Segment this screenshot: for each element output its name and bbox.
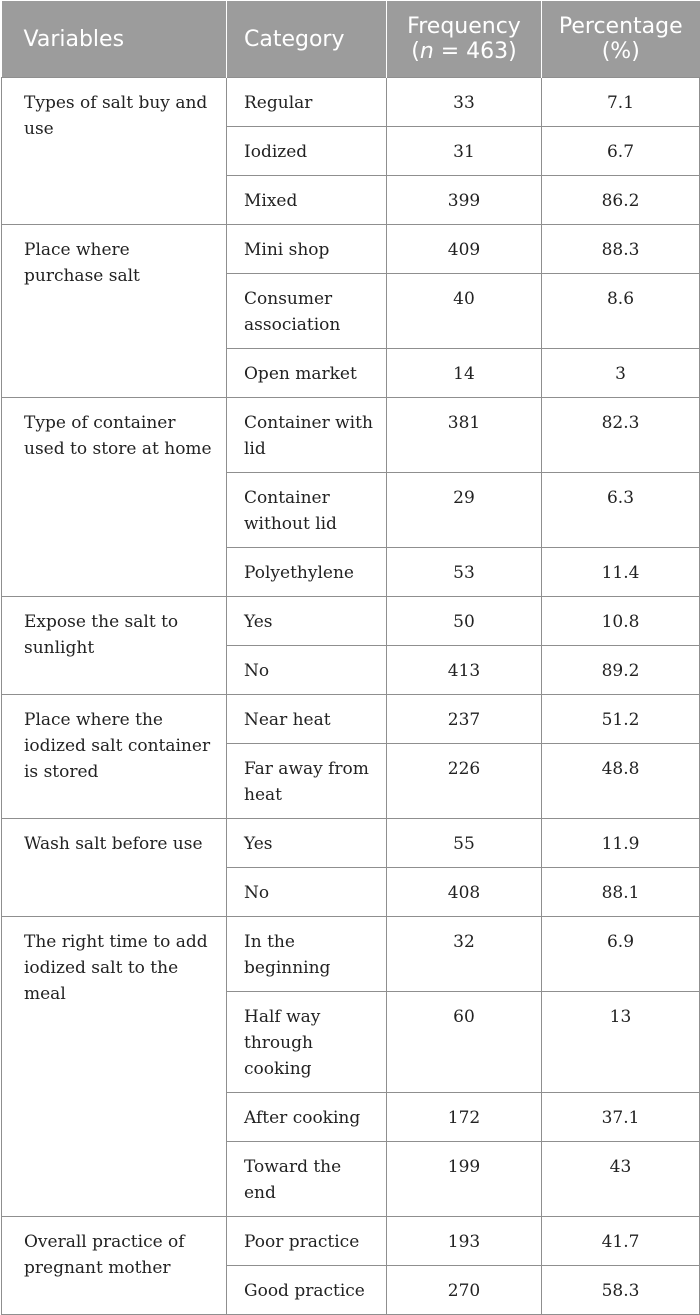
table-body [2,78,700,1315]
variable-cell: Expose the salt to sunlight [2,597,227,695]
category-cell: Mini shop [227,225,387,274]
percentage-cell: 89.2 [542,646,700,695]
table-row [2,695,700,744]
table-row [2,78,700,127]
percentage-cell: 8.6 [542,274,700,349]
percentage-cell: 37.1 [542,1093,700,1142]
category-cell: After cooking [227,1093,387,1142]
frequency-cell: 32 [387,917,542,992]
header-variables: Variables [2,1,227,78]
category-cell: Regular [227,78,387,127]
variable-cell: Types of salt buy and use [2,78,227,225]
table-row [2,597,700,646]
frequency-cell: 50 [387,597,542,646]
frequency-cell: 55 [387,819,542,868]
category-cell: Half way through cooking [227,992,387,1093]
table-row [2,917,700,992]
header-frequency-n-value: = 463) [433,39,517,64]
percentage-cell: 6.3 [542,473,700,548]
header-percentage-unit: (%) [601,39,640,64]
variable-cell: Overall practice of pregnant mother [2,1217,227,1315]
percentage-cell: 7.1 [542,78,700,127]
frequency-cell: 409 [387,225,542,274]
percentage-cell: 43 [542,1142,700,1217]
category-cell: Open market [227,349,387,398]
percentage-cell: 51.2 [542,695,700,744]
frequency-cell: 33 [387,78,542,127]
frequency-cell: 237 [387,695,542,744]
variable-cell: Wash salt before use [2,819,227,917]
table-row [2,225,700,274]
table-row [2,819,700,868]
percentage-cell: 6.9 [542,917,700,992]
category-cell: Yes [227,597,387,646]
frequency-cell: 399 [387,176,542,225]
category-cell: In the beginning [227,917,387,992]
percentage-cell: 13 [542,992,700,1093]
percentage-cell: 3 [542,349,700,398]
category-cell: Container without lid [227,473,387,548]
header-frequency-label: Frequency [407,14,521,39]
frequency-cell: 31 [387,127,542,176]
frequency-cell: 270 [387,1266,542,1315]
category-cell: Mixed [227,176,387,225]
category-cell: Container with lid [227,398,387,473]
variable-cell: The right time to add iodized salt to the meal [2,917,227,1217]
header-percentage-label: Percentage [558,14,683,39]
header-category: Category [227,1,387,78]
frequency-cell: 53 [387,548,542,597]
percentage-cell: 6.7 [542,127,700,176]
percentage-cell: 11.4 [542,548,700,597]
table-row [2,1217,700,1266]
variable-cell: Place where purchase salt [2,225,227,398]
frequency-cell: 40 [387,274,542,349]
variable-cell: Place where the iodized salt container is stored [2,695,227,819]
category-cell: No [227,646,387,695]
header-frequency [387,1,542,78]
header-frequency-n [395,39,533,64]
category-cell: Consumer association [227,274,387,349]
category-cell: No [227,868,387,917]
percentage-cell: 48.8 [542,744,700,819]
percentage-cell: 82.3 [542,398,700,473]
category-cell: Polyethylene [227,548,387,597]
percentage-cell: 86.2 [542,176,700,225]
frequency-cell: 29 [387,473,542,548]
percentage-cell: 88.1 [542,868,700,917]
header-frequency-n-open: ( [411,39,420,64]
table-header-row [2,1,700,78]
frequency-cell: 14 [387,349,542,398]
category-cell: Near heat [227,695,387,744]
frequency-cell: 193 [387,1217,542,1266]
practice-table [1,1,700,1315]
percentage-cell: 41.7 [542,1217,700,1266]
header-frequency-n-symbol: n [419,39,434,64]
category-cell: Iodized [227,127,387,176]
percentage-cell: 58.3 [542,1266,700,1315]
variable-cell: Type of container used to store at home [2,398,227,597]
frequency-cell: 172 [387,1093,542,1142]
percentage-cell: 10.8 [542,597,700,646]
percentage-cell: 11.9 [542,819,700,868]
frequency-cell: 381 [387,398,542,473]
category-cell: Good practice [227,1266,387,1315]
percentage-cell: 88.3 [542,225,700,274]
frequency-cell: 199 [387,1142,542,1217]
category-cell: Yes [227,819,387,868]
frequency-cell: 413 [387,646,542,695]
table-row [2,398,700,473]
header-percentage [542,1,700,78]
category-cell: Far away from heat [227,744,387,819]
frequency-cell: 60 [387,992,542,1093]
category-cell: Toward the end [227,1142,387,1217]
frequency-cell: 408 [387,868,542,917]
frequency-cell: 226 [387,744,542,819]
category-cell: Poor practice [227,1217,387,1266]
